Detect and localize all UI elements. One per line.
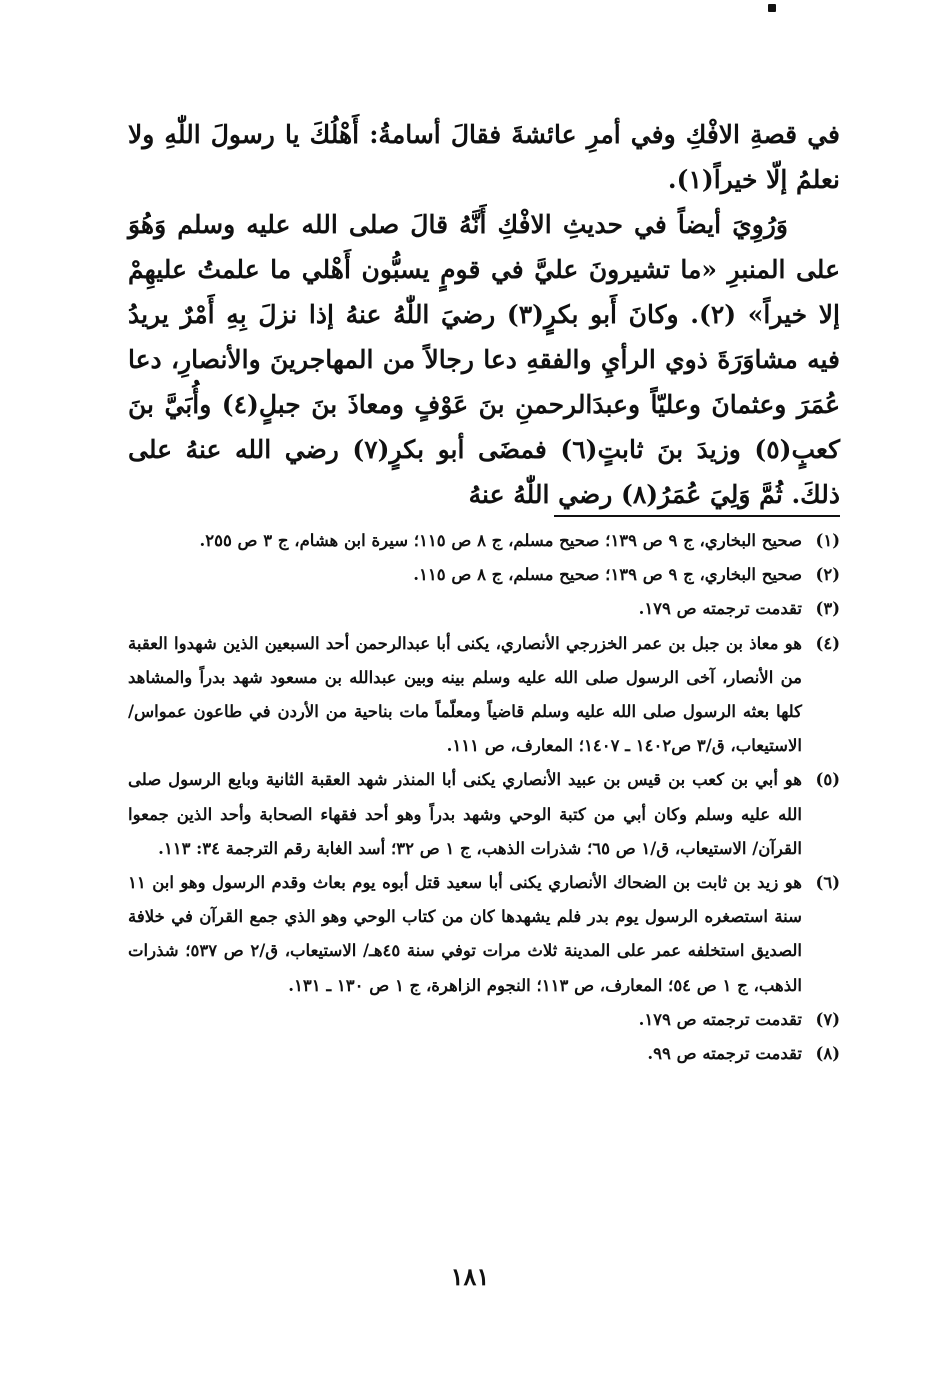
footnote-number: (٥) <box>815 770 840 790</box>
footnote-number: (٧) <box>815 1009 840 1029</box>
footnote-6 <box>128 866 840 1003</box>
footnote-text: هو أبي بن كعب بن قيس بن عبيد الأنصاري يكنى أبا المنذر شهد العقبة الثانية وبايع الرسول صلى الله عليه وسلم وكان أبي من كتبة الوحي وشهد بدراً وهو أحد فقهاء الصحابة وأحد الذين جمعوا القرآن/ الاستيعاب، ق/١ ص ٦٥؛ شذرات الذهب، ج ١ ص ٣٢؛ أسد الغابة رقم الترجمة ٣٤: ١١٣. <box>128 770 802 858</box>
footnote-number: (٢) <box>815 565 840 585</box>
footnote-text: صحيح البخاري، ج ٩ ص ١٣٩؛ صحيح مسلم، ج ٨ ص ١١٥؛ سيرة ابن هشام، ج ٣ ص ٢٥٥. <box>199 531 802 550</box>
page-number: ١٨١ <box>450 1262 490 1291</box>
footnote-separator <box>554 515 840 517</box>
footnote-1 <box>128 524 840 558</box>
footnote-4 <box>128 627 840 764</box>
footnote-7 <box>128 1003 840 1037</box>
footnote-text: تقدمت ترجمته ص ٩٩. <box>647 1044 802 1064</box>
footnote-text: صحيح البخاري، ج ٩ ص ١٣٩؛ صحيح مسلم، ج ٨ ص ١١٥. <box>413 565 802 585</box>
main-text <box>128 112 840 517</box>
footnote-8 <box>128 1037 840 1071</box>
scan-mark <box>768 4 776 12</box>
footnote-number: (٣) <box>815 599 840 619</box>
footnotes <box>128 524 840 1071</box>
footnote-number: (١) <box>815 531 840 550</box>
footnote-5 <box>128 763 840 866</box>
footnote-text: هو زيد بن ثابت بن الضحاك الأنصاري يكنى أبا سعيد قتل أبوه يوم بعاث وقدم الرسول وهو ابن ١١ سنة استصغره الرسول يوم بدر فلم يشهدها كان من كتاب الوحي وهو الذي جمع القرآن في خلافة الصديق استخلفه عمر على المدينة ثلاث مرات توفي سنة ٤٥هـ/ الاستيعاب، ق/٢ ص ٥٣٧؛ شذرات الذهب، ج ١ ص ٥٤؛ المعارف، ص ١١٣؛ النجوم الزاهرة، ج ١ ص ١٣٠ ـ ١٣١. <box>128 873 803 995</box>
footnote-text: هو معاذ بن جبل بن عمر الخزرجي الأنصاري، يكنى أبا عبدالرحمن أحد السبعين الذين شهدوا العقبة من الأنصار، آخى الرسول صلى الله عليه وسلم بينه وبين عبدالله بن مسعود شهد بدراً والمشاهد كلها بعثه الرسول صلى الله عليه وسلم قاضياً ومعلّماً مات بناحية من الأردن في طاعون عمواس/ الاستيعاب، ق/٣ ص١٤٠٢ ـ ١٤٠٧؛ المعارف، ص ١١١. <box>128 633 802 756</box>
footnote-number: (٨) <box>815 1044 840 1064</box>
paragraph-1: في قصةِ الافْكِ وفي أمرِ عائشةَ فقالَ أسامةُ: أَهْلُكَ يا رسولَ اللّٰهِ ولا نعلمُ إلّا خيراً(١). <box>128 120 840 194</box>
footnote-2 <box>128 558 840 592</box>
footnote-text: تقدمت ترجمته ص ١٧٩. <box>638 599 802 619</box>
footnote-3 <box>128 592 840 626</box>
paragraph-2: وَرُوِيَ أيضاً في حديثِ الافْكِ أَنَّهُ قالَ صلى الله عليه وسلم وَهُوَ على المنبرِ «ما تشيرونَ عليَّ في قومٍ يسبُّون أَهْلي ما علمتُ عليهِمْ إلا خيراً» (٢). وكانَ أَبو بكرٍ(٣) رضيَ اللّٰهُ عنهُ إذا نزلَ بِهِ أَمْرٌ يريدُ فيه مشاوَرَةَ ذوي الرأيِ والفقهِ دعا رجالاً من المهاجرينَ والأنصارِ، دعا عُمَرَ وعثمانَ وعليّاً وعبدَالرحمنِ بنَ عَوْفٍ ومعاذَ بنَ جبلٍ(٤) وأُبَيَّ بنَ كعبٍ(٥) وزيدَ بنَ ثابتٍ(٦) فمضَى أبو بكرٍ(٧) رضي الله عنهُ على ذلكَ. ثُمَّ وَلِيَ عُمَرُ(٨) رضي اللّٰهُ عنهُ <box>128 210 840 509</box>
footnote-number: (٦) <box>815 873 840 893</box>
footnote-text: تقدمت ترجمته ص ١٧٩. <box>638 1009 802 1029</box>
footnote-number: (٤) <box>815 633 840 653</box>
